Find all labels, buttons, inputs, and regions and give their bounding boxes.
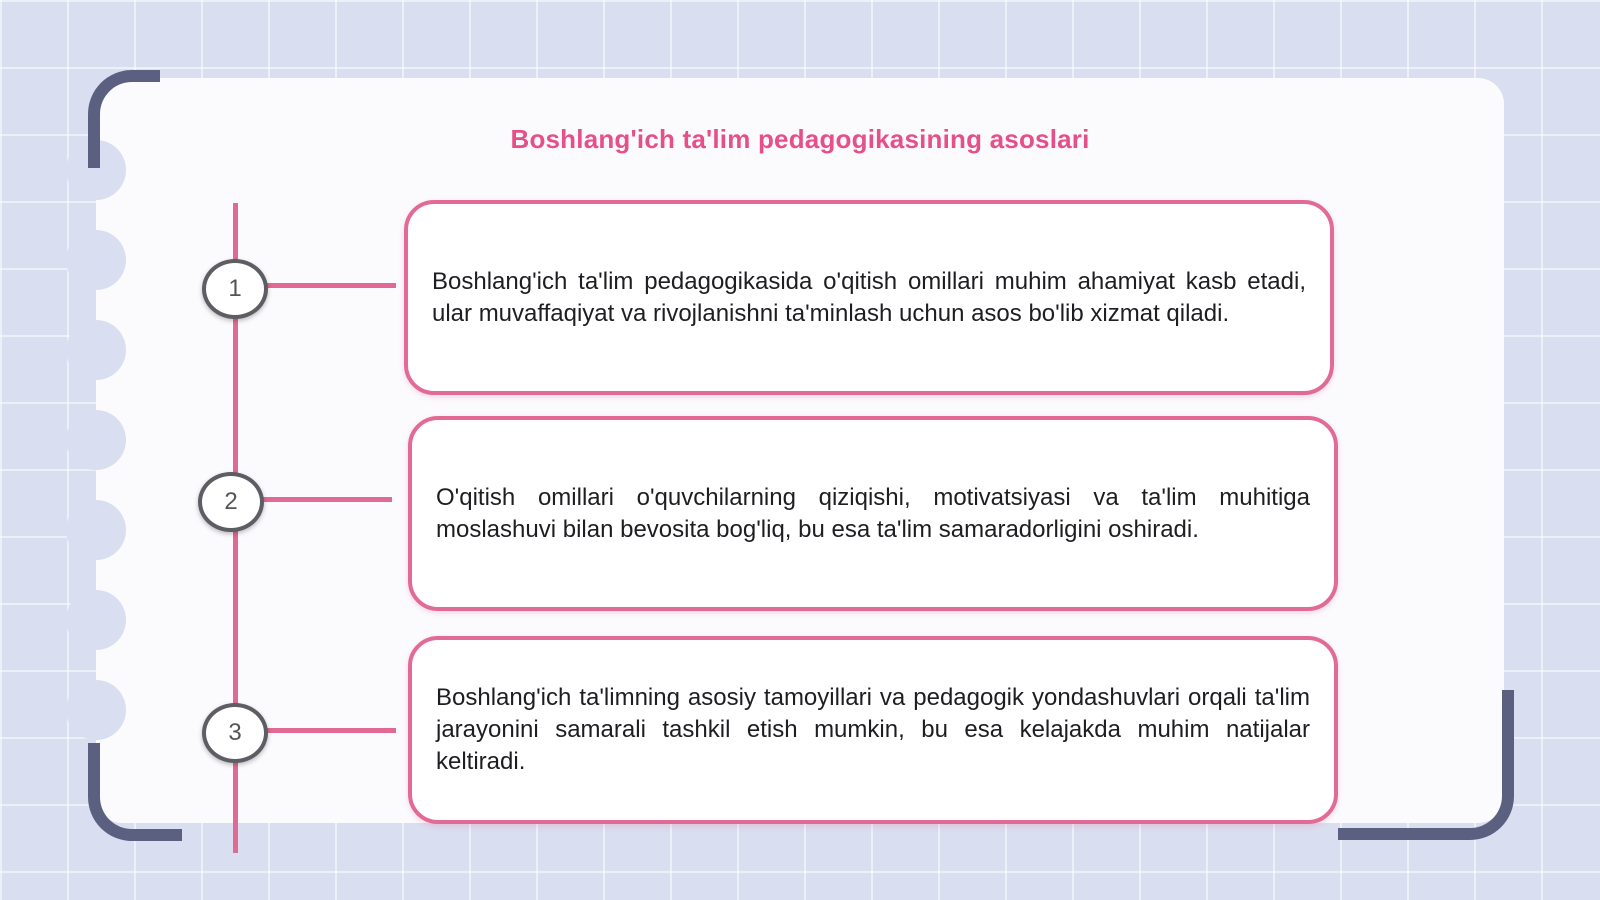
timeline-connector — [266, 283, 396, 288]
scallop-decoration — [66, 410, 126, 470]
content-box-3 — [408, 636, 1338, 824]
corner-bracket-bottom-right — [1338, 690, 1514, 840]
timeline-node-3: 3 — [202, 703, 268, 763]
content-box-2 — [408, 416, 1338, 611]
slide-title: Boshlang'ich ta'lim pedagogikasining asoslari — [510, 124, 1090, 154]
timeline-connector — [266, 728, 396, 733]
scallop-decoration — [66, 590, 126, 650]
content-text-2: O'qitish omillari o'quvchilarning qiziqishi, motivatsiyasi va ta'lim muhitiga moslashuvi bilan bevosita bog'liq, bu esa ta'lim samaradorligini oshiradi. — [436, 483, 1310, 543]
content-text-3: Boshlang'ich ta'limning asosiy tamoyillari va pedagogik yondashuvlari orqali ta'lim jarayonini samarali tashkil etish mumkin, bu esa kelajakda muhim natijalar keltiradi. — [436, 684, 1310, 775]
scallop-decoration — [66, 230, 126, 290]
corner-bracket-top-left — [88, 70, 160, 168]
timeline-connector — [262, 497, 392, 502]
scallop-decoration — [66, 680, 126, 740]
scallop-decoration — [66, 320, 126, 380]
scallop-decoration — [66, 500, 126, 560]
corner-bracket-bottom-left — [88, 743, 182, 841]
timeline-node-1: 1 — [202, 259, 268, 319]
timeline-node-2: 2 — [198, 472, 264, 532]
content-text-1: Boshlang'ich ta'lim pedagogikasida o'qitish omillari muhim ahamiyat kasb etadi, ular muvaffaqiyat va rivojlanishni ta'minlash uchun asos bo'lib xizmat qiladi. — [432, 267, 1306, 327]
content-box-1 — [404, 200, 1334, 395]
